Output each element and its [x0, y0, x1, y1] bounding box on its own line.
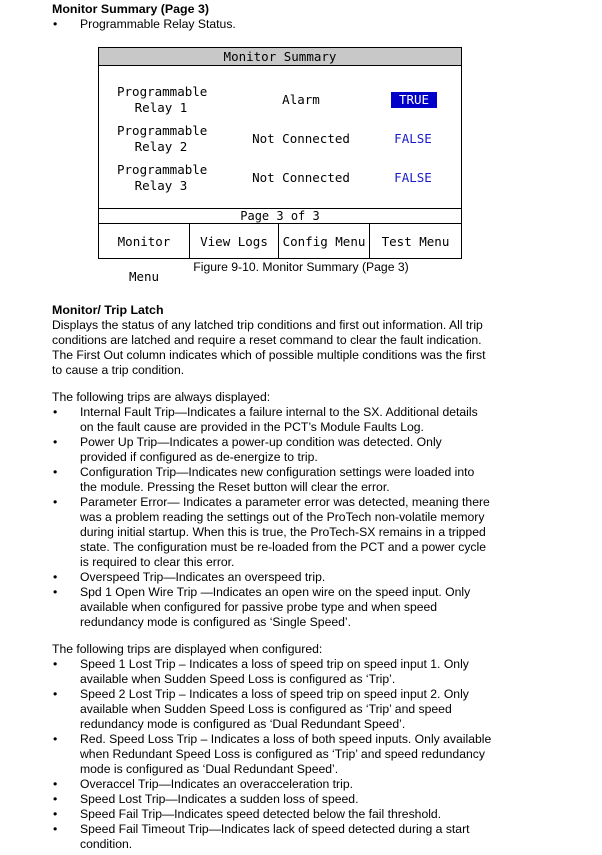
text-line: redundancy mode is configured as ‘Single Speed’. — [80, 615, 352, 629]
text-line: • Red. Speed Loss Trip – Indicates a loss of both speed inputs. Only available — [80, 732, 492, 746]
relay-label-line2: Relay 3 — [134, 178, 188, 193]
text-line: • Speed 2 Lost Trip – Indicates a loss of speed trip on speed input 2. Only — [80, 687, 469, 701]
always-trips-list — [52, 405, 532, 630]
relay-label — [117, 84, 208, 116]
configured-trips-list — [52, 657, 532, 852]
trip-latch-heading: Monitor/ Trip Latch — [52, 303, 164, 317]
monitor-menu-button[interactable]: Monitor Menu — [99, 224, 190, 259]
text-line: was a problem reading the settings out of the ProTech non-volatile memory — [80, 510, 485, 524]
list-item — [52, 570, 532, 585]
text-line: condition. — [80, 837, 133, 851]
text-line: • Speed 1 Lost Trip – Indicates a loss of speed trip on speed input 1. Only — [80, 657, 469, 671]
text-line: the module. Pressing the Reset button will clear the error. — [80, 480, 390, 494]
figure-caption: Figure 9-10. Monitor Summary (Page 3) — [193, 260, 409, 274]
list-item — [52, 585, 532, 630]
configured-intro: The following trips are displayed when configured: — [52, 642, 323, 656]
text-line: • Configuration Trip—Indicates new configuration settings were loaded into — [80, 465, 475, 479]
list-item — [52, 495, 532, 570]
list-item — [52, 435, 532, 465]
text-line: redundancy mode is configured as ‘Dual Redundant Speed’. — [80, 717, 406, 731]
text-line: when Redundant Speed Loss is configured as ‘Trip’ and speed redundancy — [80, 747, 485, 761]
section-heading: Monitor Summary (Page 3) — [52, 2, 209, 16]
text-line: • Power Up Trip—Indicates a power-up condition was detected. Only — [80, 435, 442, 449]
trip-description — [52, 318, 522, 378]
relay-label-line2: Relay 1 — [134, 100, 188, 115]
text-line: conditions are latched and require a reset command to clear the fault indication. — [52, 333, 482, 347]
list-item — [52, 732, 532, 777]
relay-state: Not Connected — [252, 131, 350, 146]
text-line: • Spd 1 Open Wire Trip —Indicates an open wire on the speed input. Only — [80, 585, 471, 599]
text-line: Displays the status of any latched trip conditions and first out information. All trip — [52, 318, 483, 332]
text-line: is required to clear this error. — [80, 555, 235, 569]
relay-label — [117, 162, 208, 194]
page-indicator: Page 3 of 3 — [99, 208, 461, 223]
relay-row-3 — [99, 159, 461, 197]
list-item — [52, 465, 532, 495]
text-line: state. The configuration must be re-loaded from the PCT and a power cycle — [80, 540, 487, 554]
text-line: available when Sudden Speed Loss is configured as ‘Trip’ and speed — [80, 702, 452, 716]
list-item — [52, 687, 532, 732]
relay-row-2 — [99, 120, 461, 158]
relay-row-1 — [99, 81, 461, 119]
relay-state: Not Connected — [252, 170, 350, 185]
text-line: mode is configured as ‘Dual Redundant Speed’. — [80, 762, 339, 776]
relay-value-highlighted: TRUE — [391, 92, 437, 108]
text-line: • Speed Fail Trip—Indicates speed detected below the fail threshold. — [80, 807, 442, 821]
text-line: • Overaccel Trip—Indicates an overacceleration trip. — [80, 777, 353, 791]
intro-bullet-list — [52, 17, 532, 32]
list-item — [52, 807, 532, 822]
config-menu-button[interactable]: Config Menu — [279, 224, 370, 259]
relay-value: FALSE — [394, 170, 432, 185]
always-intro: The following trips are always displayed: — [52, 390, 271, 404]
text-line: provided if configured as de-energize to trip. — [80, 450, 318, 464]
test-menu-button[interactable]: Test Menu — [381, 234, 450, 249]
view-logs-button[interactable]: View Logs — [190, 224, 279, 259]
relay-state: Alarm — [282, 92, 320, 107]
list-item — [52, 792, 532, 807]
text-line: • Parameter Error— Indicates a parameter error was detected, meaning there — [80, 495, 490, 509]
relay-label — [117, 123, 208, 155]
text-line: • Speed Fail Timeout Trip—Indicates lack of speed detected during a start — [80, 822, 470, 836]
relay-label-line1: Programmable — [117, 123, 208, 138]
text-line: • Speed Lost Trip—Indicates a sudden loss of speed. — [80, 792, 359, 806]
relay-label-line1: Programmable — [117, 84, 208, 99]
text-line: available when configured for passive probe type and when speed — [80, 600, 438, 614]
list-item — [52, 657, 532, 687]
text-line: to cause a trip condition. — [52, 363, 185, 377]
text-line: The First Out column indicates which of possible multiple conditions was the first — [52, 348, 486, 362]
text-line: on the fault cause are provided in the PCT’s Module Faults Log. — [80, 420, 424, 434]
list-item — [52, 405, 532, 435]
text-line: during initial startup. When this is true, the ProTech-SX remains in a tripped — [80, 525, 486, 539]
relay-value: FALSE — [394, 131, 432, 146]
relay-label-line2: Relay 2 — [134, 139, 188, 154]
panel-title: Monitor Summary — [99, 48, 461, 66]
list-item — [52, 822, 532, 852]
list-item — [52, 777, 532, 792]
text-line: • Overspeed Trip—Indicates an overspeed trip. — [80, 570, 326, 584]
text-line: • Internal Fault Trip—Indicates a failure internal to the SX. Additional details — [80, 405, 478, 419]
text-line: available when Sudden Speed Loss is configured as ‘Trip’. — [80, 672, 396, 686]
list-item: • Programmable Relay Status. — [52, 17, 532, 32]
relay-label-line1: Programmable — [117, 162, 208, 177]
